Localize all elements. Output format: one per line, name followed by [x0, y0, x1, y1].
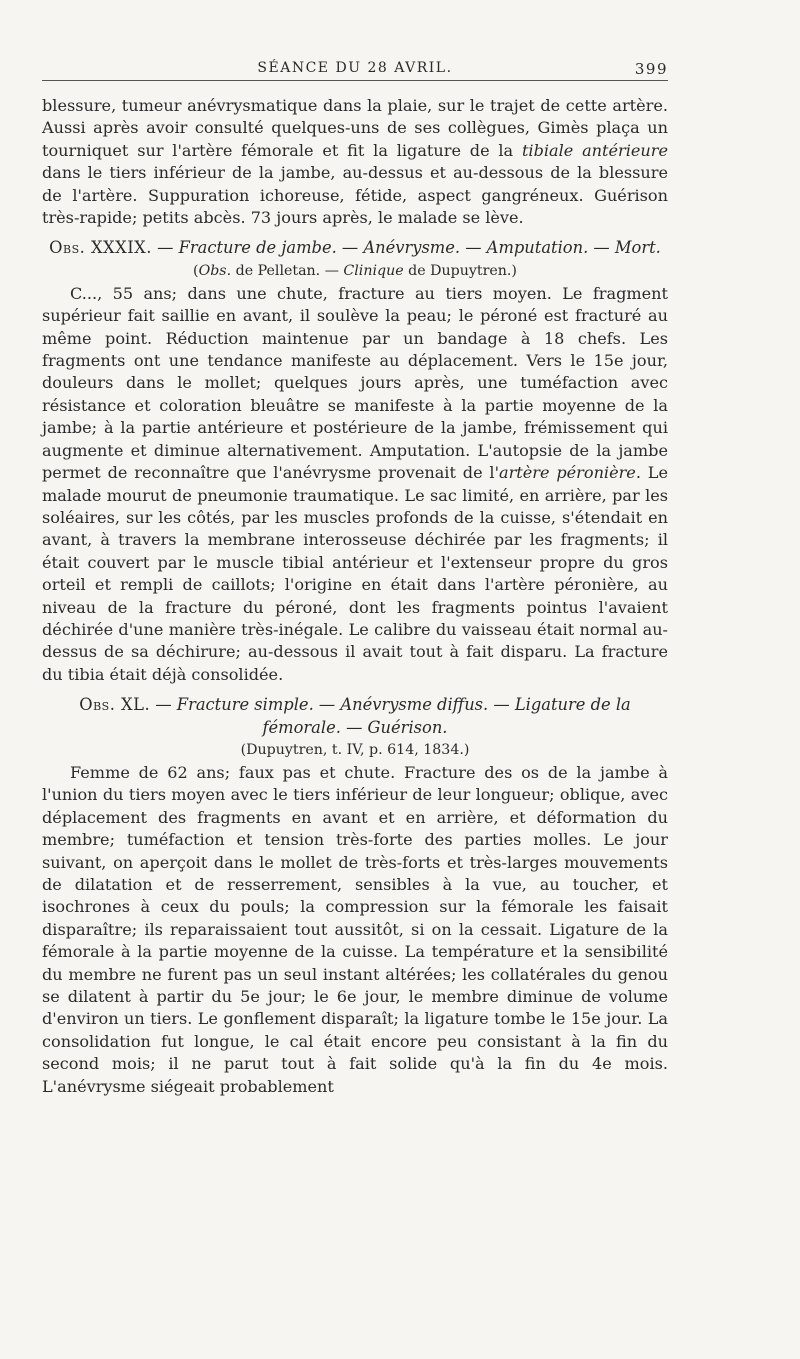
observation-number: Obs. XXXIX.: [49, 238, 152, 258]
running-title: SÉANCE DU 28 AVRIL.: [257, 60, 453, 76]
observation-heading-39: [42, 237, 668, 259]
observation-heading-40: [42, 694, 668, 739]
page-body: [42, 95, 668, 1098]
observation-source-39: (Obs. de Pelletan. — Clinique de Dupuytren.): [193, 262, 517, 279]
observation-title: — Fracture de jambe. — Anévrysme. — Amputation. — Mort.: [151, 238, 661, 258]
paragraph-observation-39: C..., 55 ans; dans une chute, fracture au tiers moyen. Le fragment supérieur fait saillie en avant, il soulève la peau; le péroné est fracturé au même point. Réduction maintenue par un bandage à 18 chefs. Les fragments ont une tendance manifeste au déplacement. Vers le 15e jour, douleurs dans le mollet; quelques jours après, une tuméfaction avec résistance et coloration bleuâtre se manifeste à la partie moyenne de la jambe; à la partie antérieure et postérieure de la jambe, frémissement qui augmente et diminue alternativement. Amputation. L'autopsie de la jambe permet de reconnaître que l'anévrysme provenait de l'artère péronière. Le malade mourut de pneumonie traumatique. Le sac limité, en arrière, par les soléaires, sur les côtés, par les muscles profonds de la cuisse, s'étendait en avant, à travers la membrane interosseuse déchirée par les fragments; il était couvert par le muscle tibial antérieur et l'extenseur propre du gros orteil et rempli de caillots; l'origine en était dans l'artère péronière, au niveau de la fracture du péroné, dont les fragments pointus l'avaient déchirée d'une manière très-inégale. Le calibre du vaisseau était normal au-dessus de sa déchirure; au-dessous il avait tout à fait disparu. La fracture du tibia était déjà consolidée.: [42, 283, 668, 684]
observation-number: Obs. XL.: [79, 695, 151, 715]
paragraph-continuation: blessure, tumeur anévrysmatique dans la plaie, sur le trajet de cette artère. Aussi après avoir consulté quelques-uns de ses collègues, Gimès plaça un tourniquet sur l'artère fémorale et fit la ligature de la tibiale antérieure dans le tiers inférieur de la jambe, au-dessus et au-dessous de la blessure de l'artère. Suppuration ichoreuse, fétide, aspect gangréneux. Guérison très-rapide; petits abcès. 73 jours après, le malade se lève.: [42, 96, 668, 228]
italic-term: artère péronière: [499, 463, 636, 483]
paragraph-observation-40: Femme de 62 ans; faux pas et chute. Fracture des os de la jambe à l'union du tiers moyen avec le tiers inférieur de leur longueur; oblique, avec déplacement des fragments en avant et en arrière, et déformation du membre; tuméfaction et tension très-forte des parties molles. Le jour suivant, on aperçoit dans le mollet de très-forts et très-larges mouvements de dilatation et de resserrement, sensibles à la vue, au toucher, et isochrones à ceux du pouls; la compression sur la fémorale les faisait disparaître; ils reparaissaient tout aussitôt, si on la cessait. Ligature de la fémorale à la partie moyenne de la cuisse. La température et la sensibilité du membre ne furent pas un seul instant altérées; les collatérales du genou se dilatent à partir du 5e jour; le 6e jour, le membre diminue de volume d'environ un tiers. Le gonflement disparaît; la ligature tombe le 15e jour. La consolidation fut longue, le cal était encore peu consistant à la fin du second mois; il ne parut tout à fait solide qu'à la fin du 4e mois. L'anévrysme siégeait probablement: [42, 762, 668, 1096]
page-number: 399: [634, 60, 668, 78]
observation-title: — Fracture simple. — Anévrysme diffus. — Ligature de la fémorale. — Guérison.: [150, 695, 631, 737]
italic-term: tibiale antérieure: [521, 140, 668, 160]
observation-source-40: (Dupuytren, t. IV, p. 614, 1834.): [240, 741, 470, 758]
running-header: [42, 52, 668, 81]
